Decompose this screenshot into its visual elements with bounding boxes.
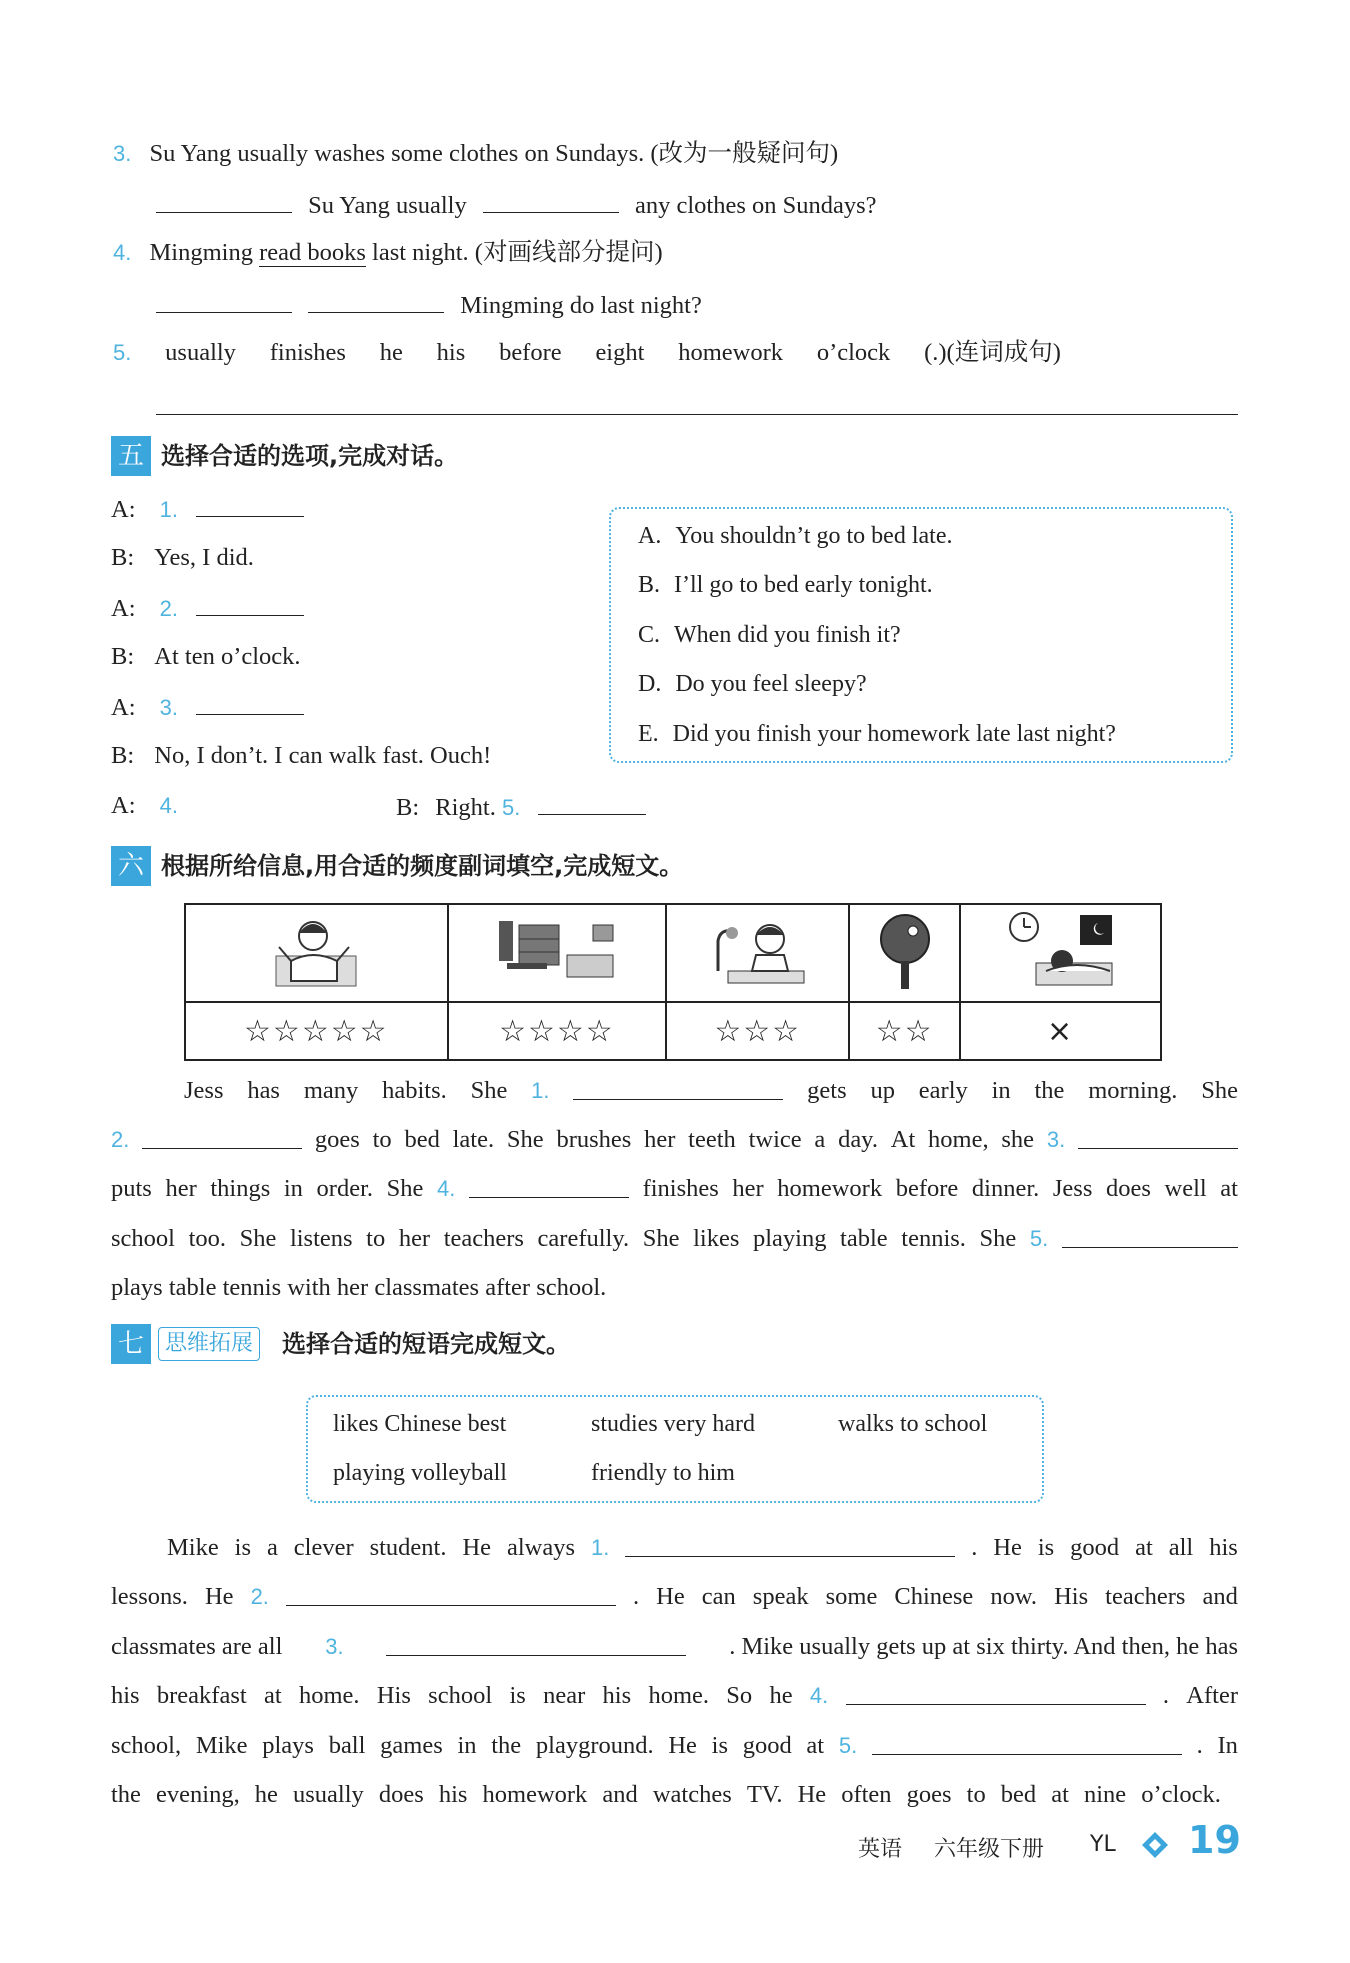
answer-text: any clothes on Sundays? xyxy=(634,192,877,219)
passage-word: He xyxy=(797,1781,827,1808)
answer-text: Mingming do last night? xyxy=(460,292,702,319)
passage-word: games xyxy=(380,1732,443,1759)
passage-word: Mike xyxy=(195,1732,248,1759)
habits-table xyxy=(184,903,1162,1061)
passage-word: bed xyxy=(1000,1781,1037,1808)
passage-word: listens xyxy=(289,1225,353,1252)
passage-word: classmates are all xyxy=(111,1633,283,1660)
passage-word: goes xyxy=(906,1781,952,1808)
passage-word: now. xyxy=(990,1583,1038,1610)
passage-word: is xyxy=(711,1732,728,1759)
phrase-item: playing volleyball xyxy=(333,1460,507,1486)
passage-word: plays table tennis with her classmates after school. xyxy=(111,1274,607,1301)
passage-word: the xyxy=(491,1732,522,1759)
answer-blank[interactable] xyxy=(538,790,646,815)
passage-word: Jess xyxy=(1052,1175,1093,1202)
passage-line xyxy=(111,1124,1238,1156)
passage-word: the xyxy=(1034,1077,1065,1104)
footer-grade: 六年级下册 xyxy=(934,1837,1045,1862)
passage-word: her xyxy=(732,1175,764,1202)
speaker: B: xyxy=(111,544,135,571)
passage-word: in xyxy=(283,1175,303,1202)
dialog-line xyxy=(111,790,178,822)
passage-word: Jess xyxy=(184,1077,224,1104)
diamond-icon xyxy=(1140,1830,1170,1864)
question-number: 1. xyxy=(531,1078,550,1103)
passage-line xyxy=(111,1631,1238,1663)
option-item xyxy=(638,569,933,601)
passage-word: has xyxy=(247,1077,280,1104)
passage-word: in xyxy=(991,1077,1011,1104)
passage-word: her xyxy=(165,1175,197,1202)
passage-line xyxy=(111,1272,606,1304)
passage-word: speak xyxy=(752,1583,809,1610)
option-letter: D. xyxy=(638,671,662,697)
speaker: A: xyxy=(111,694,136,721)
passage-word: . xyxy=(1196,1732,1203,1759)
question-number: 4. xyxy=(159,793,178,818)
scrambled-word: eight xyxy=(595,339,645,366)
passage-word: to xyxy=(372,1126,392,1153)
dialog-line xyxy=(396,790,646,824)
speaker: B: xyxy=(111,643,135,670)
passage-word: to xyxy=(366,1225,386,1252)
passage-word: at xyxy=(806,1732,825,1759)
speaker: A: xyxy=(111,595,136,622)
speaker: A: xyxy=(111,496,136,523)
option-letter: A. xyxy=(638,523,662,549)
passage-line xyxy=(111,1223,1238,1255)
passage-word: finishes xyxy=(642,1175,719,1202)
passage-word: day. xyxy=(838,1126,878,1153)
passage-word: many xyxy=(303,1077,359,1104)
passage-word: late. xyxy=(452,1126,495,1153)
passage-word: early xyxy=(918,1077,968,1104)
passage-word: twice xyxy=(748,1126,802,1153)
passage-word: is xyxy=(509,1682,526,1709)
rating-cell: × xyxy=(960,1002,1161,1060)
answer-blank[interactable] xyxy=(1062,1223,1238,1248)
passage-word: at xyxy=(1220,1175,1238,1202)
passage-word: bed xyxy=(404,1126,440,1153)
passage-word: She xyxy=(239,1225,277,1252)
phrase-item: studies very hard xyxy=(591,1411,755,1437)
option-item xyxy=(638,718,1116,750)
dialog-line xyxy=(111,542,254,574)
scrambled-word: his xyxy=(436,339,466,366)
passage-word: his xyxy=(438,1781,468,1808)
answer-line[interactable] xyxy=(156,414,1238,415)
scrambled-word: finishes xyxy=(269,339,346,366)
passage-word: nine xyxy=(1084,1781,1127,1808)
passage-word: at xyxy=(1135,1534,1153,1561)
passage-word: playground. xyxy=(535,1732,654,1759)
passage-word: is xyxy=(1037,1534,1055,1561)
picture-cell xyxy=(448,904,667,1002)
passage-word: clever xyxy=(293,1534,354,1561)
question-number: 2. xyxy=(250,1584,269,1609)
question-text: Su Yang usually washes some clothes on Sundays. xyxy=(149,140,645,167)
passage-word: home. xyxy=(298,1682,360,1709)
tidy-room-icon xyxy=(497,911,617,991)
passage-word: breakfast xyxy=(156,1682,247,1709)
question-number: 1. xyxy=(590,1535,610,1560)
passage-word: is xyxy=(234,1534,252,1561)
passage-word: Mike xyxy=(167,1534,219,1561)
question-number: 2. xyxy=(159,596,178,621)
option-text: You shouldn’t go to bed late. xyxy=(675,523,953,549)
passage-word: puts xyxy=(111,1175,152,1202)
passage-word: to xyxy=(966,1781,986,1808)
question-number: 2. xyxy=(111,1127,130,1152)
passage-word: the xyxy=(111,1781,141,1808)
passage-word: he xyxy=(254,1781,278,1808)
passage-word: home, xyxy=(928,1126,989,1153)
option-text: When did you finish it? xyxy=(674,622,901,648)
passage-word: he xyxy=(769,1682,793,1709)
question-number: 5. xyxy=(838,1733,858,1758)
girl-getting-up-icon xyxy=(271,911,361,991)
option-text: Did you finish your homework late last night? xyxy=(672,721,1116,747)
passage-word: evening, xyxy=(156,1781,240,1808)
answer-blank[interactable] xyxy=(196,492,304,517)
passage-word: order. xyxy=(316,1175,374,1202)
passage-word: school xyxy=(428,1682,493,1709)
passage-word: homework xyxy=(777,1175,883,1202)
scrambled-word: usually xyxy=(165,339,236,366)
question-number: 3. xyxy=(159,695,178,720)
answer-blank[interactable] xyxy=(286,1581,616,1606)
section-badge: 五 xyxy=(111,436,151,476)
question-4 xyxy=(113,237,663,269)
passage-word: habits. xyxy=(382,1077,447,1104)
phrase-item: walks to school xyxy=(838,1411,988,1437)
passage-word: ball xyxy=(328,1732,366,1759)
section-title: 根据所给信息,用合适的频度副词填空,完成短文。 xyxy=(161,852,684,880)
passage-word: She xyxy=(642,1225,680,1252)
passage-word: too. xyxy=(188,1225,226,1252)
passage-word: does xyxy=(1105,1175,1151,1202)
scrambled-word: before xyxy=(499,339,562,366)
section-badge: 六 xyxy=(111,846,151,886)
passage-word: at xyxy=(263,1682,282,1709)
passage-word: So xyxy=(726,1682,753,1709)
passage-word: . xyxy=(971,1534,978,1561)
passage-word: His xyxy=(376,1682,411,1709)
question-5 xyxy=(113,337,1063,369)
passage-word: a xyxy=(814,1126,826,1153)
phrase-item: friendly to him xyxy=(591,1460,735,1486)
section-tag: 思维拓展 xyxy=(158,1327,260,1361)
passage-word: his xyxy=(111,1682,140,1709)
passage-word: She xyxy=(1201,1077,1238,1104)
option-item xyxy=(638,668,867,700)
answer-blank[interactable] xyxy=(156,188,292,213)
passage-word: goes xyxy=(314,1126,360,1153)
answer-blank[interactable] xyxy=(573,1075,783,1100)
option-letter: C. xyxy=(638,622,661,648)
passage-word: all xyxy=(1168,1534,1194,1561)
passage-word: school, xyxy=(111,1732,182,1759)
sleeping-at-night-icon xyxy=(1006,909,1116,993)
scrambled-word: homework xyxy=(678,339,784,366)
option-item xyxy=(638,619,901,651)
section-title: 选择合适的短语完成短文。 xyxy=(282,1330,570,1358)
passage-word: home. xyxy=(648,1682,709,1709)
option-text: I’ll go to bed early tonight. xyxy=(674,572,933,598)
passage-word: a xyxy=(266,1534,278,1561)
question-4-answer xyxy=(156,288,702,322)
passage-word: carefully. xyxy=(537,1225,630,1252)
passage-word: before xyxy=(895,1175,959,1202)
passage-word: and xyxy=(1202,1583,1238,1610)
footer-subject: 英语 xyxy=(858,1837,903,1862)
answer-blank[interactable] xyxy=(142,1124,302,1149)
passage-word: He xyxy=(668,1732,697,1759)
passage-word: his xyxy=(1209,1534,1238,1561)
question-number: 1. xyxy=(159,497,178,522)
passage-line xyxy=(167,1532,1238,1564)
answer-blank[interactable] xyxy=(625,1532,955,1557)
option-text: Do you feel sleepy? xyxy=(675,671,867,697)
rating-cell: ☆☆☆ xyxy=(666,1002,849,1060)
answer-blank[interactable] xyxy=(872,1730,1182,1755)
passage-word: . Mike usually gets up at six thirty. And then, he has xyxy=(729,1633,1238,1660)
passage-word: His xyxy=(1054,1583,1089,1610)
passage-word: plays xyxy=(262,1732,314,1759)
option-letter: B. xyxy=(638,572,661,598)
passage-word: She xyxy=(506,1126,544,1153)
passage-word: He xyxy=(462,1534,492,1561)
underlined-phrase: read books xyxy=(259,239,366,266)
answer-blank[interactable] xyxy=(846,1680,1146,1705)
option-letter: E. xyxy=(638,721,659,747)
passage-line xyxy=(111,1680,1238,1712)
passage-word: often xyxy=(841,1781,892,1808)
answer-blank[interactable] xyxy=(483,188,619,213)
speaker: A: xyxy=(111,792,136,819)
question-number: 4. xyxy=(113,240,132,265)
table-tennis-paddle-icon xyxy=(875,909,935,993)
passage-word: teachers xyxy=(1105,1583,1186,1610)
passage-word: lessons. xyxy=(111,1583,188,1610)
passage-word: up xyxy=(870,1077,895,1104)
passage-word: teachers xyxy=(443,1225,524,1252)
phrase-item: likes Chinese best xyxy=(333,1411,507,1437)
rating-cell: ☆☆☆☆ xyxy=(448,1002,667,1060)
passage-word: homework xyxy=(482,1781,588,1808)
passage-word: morning. xyxy=(1088,1077,1178,1104)
picture-cell xyxy=(960,904,1161,1002)
passage-word: At xyxy=(890,1126,916,1153)
answer-blank[interactable] xyxy=(386,1631,686,1656)
answer-blank[interactable] xyxy=(469,1173,629,1198)
question-3-answer xyxy=(156,188,877,222)
passage-word: well xyxy=(1164,1175,1207,1202)
dialog-text: At ten o’clock. xyxy=(154,643,301,670)
passage-word: school xyxy=(111,1225,175,1252)
passage-word: and xyxy=(602,1781,638,1808)
dialog-line xyxy=(111,690,304,724)
scrambled-word: o’clock xyxy=(816,339,891,366)
passage-word: . xyxy=(632,1583,640,1610)
girl-doing-homework-icon xyxy=(708,911,808,991)
question-text: last night. xyxy=(365,239,469,266)
dialog-line xyxy=(111,492,304,526)
passage-word: her xyxy=(398,1225,431,1252)
passage-word: student. xyxy=(369,1534,447,1561)
passage-word: She xyxy=(386,1175,424,1202)
passage-line xyxy=(111,1779,1221,1811)
answer-blank[interactable] xyxy=(156,288,292,313)
page-number: 19 xyxy=(1188,1818,1241,1862)
passage-word: TV. xyxy=(746,1781,783,1808)
passage-word: some xyxy=(825,1583,878,1610)
dialog-line xyxy=(111,591,304,625)
dialog-line xyxy=(111,740,491,772)
passage-word: brushes xyxy=(556,1126,632,1153)
picture-cell xyxy=(849,904,960,1002)
passage-word: playing xyxy=(752,1225,827,1252)
passage-word: table xyxy=(840,1225,888,1252)
passage-word: can xyxy=(701,1583,736,1610)
passage-word: near xyxy=(543,1682,586,1709)
passage-word: in xyxy=(457,1732,477,1759)
picture-cell xyxy=(185,904,448,1002)
dialog-text: Yes, I did. xyxy=(154,544,254,571)
scrambled-word: he xyxy=(379,339,403,366)
passage-word: tennis. xyxy=(901,1225,966,1252)
passage-word: his xyxy=(602,1682,632,1709)
passage-word: things xyxy=(210,1175,271,1202)
passage-word: She xyxy=(470,1077,508,1104)
passage-word: gets xyxy=(807,1077,847,1104)
answer-blank[interactable] xyxy=(308,288,444,313)
footer-edition: YL xyxy=(1090,1832,1116,1857)
rating-cell: ☆☆ xyxy=(849,1002,960,1060)
question-number: 3. xyxy=(113,141,132,166)
dialog-text: No, I don’t. I can walk fast. Ouch! xyxy=(154,742,492,769)
passage-word: her xyxy=(644,1126,676,1153)
passage-word: she xyxy=(1001,1126,1035,1153)
answer-blank[interactable] xyxy=(196,591,304,616)
option-item xyxy=(638,520,952,552)
speaker: B: xyxy=(111,742,135,769)
passage-line xyxy=(111,1173,1238,1205)
speaker: B: xyxy=(396,794,420,821)
passage-word: good xyxy=(1070,1534,1120,1561)
question-number: 4. xyxy=(809,1683,829,1708)
question-number: 5. xyxy=(1029,1226,1049,1251)
passage-line xyxy=(111,1581,1238,1613)
passage-word: She xyxy=(979,1225,1017,1252)
question-instruction: (对画线部分提问) xyxy=(474,239,663,266)
passage-word: He xyxy=(204,1583,234,1610)
passage-word: After xyxy=(1186,1682,1238,1709)
answer-blank[interactable] xyxy=(1078,1124,1238,1149)
passage-word: He xyxy=(993,1534,1022,1561)
question-3 xyxy=(113,138,838,170)
passage-word: usually xyxy=(292,1781,364,1808)
rating-cell: ☆☆☆☆☆ xyxy=(185,1002,448,1060)
passage-word: does xyxy=(378,1781,424,1808)
passage-word: dinner. xyxy=(971,1175,1040,1202)
passage-word: In xyxy=(1217,1732,1238,1759)
passage-word: watches xyxy=(652,1781,732,1808)
passage-word: . xyxy=(1162,1682,1169,1709)
passage-word: at xyxy=(1051,1781,1069,1808)
scrambled-word: (.) xyxy=(924,339,947,366)
passage-word: likes xyxy=(693,1225,740,1252)
question-number: 4. xyxy=(436,1176,456,1201)
passage-word: o’clock. xyxy=(1141,1781,1221,1808)
passage-line xyxy=(184,1075,1238,1107)
answer-text: Su Yang usually xyxy=(308,192,467,219)
dialog-line xyxy=(111,641,301,673)
question-number: 5. xyxy=(502,795,521,820)
question-text: Mingming xyxy=(149,239,260,266)
passage-word: good xyxy=(742,1732,792,1759)
passage-line xyxy=(111,1730,1238,1762)
question-instruction: (连词成句) xyxy=(946,339,1061,366)
question-number: 5. xyxy=(113,340,132,365)
passage-word: Chinese xyxy=(894,1583,974,1610)
section-badge: 七 xyxy=(111,1324,151,1364)
question-number: 3. xyxy=(325,1634,344,1659)
question-instruction: (改为一般疑问句) xyxy=(650,140,839,167)
section-title: 选择合适的选项,完成对话。 xyxy=(161,442,459,470)
picture-cell xyxy=(666,904,849,1002)
dialog-text: Right. xyxy=(435,794,496,821)
question-number: 3. xyxy=(1046,1127,1066,1152)
passage-word: He xyxy=(656,1583,685,1610)
answer-blank[interactable] xyxy=(196,690,304,715)
passage-word: teeth xyxy=(688,1126,736,1153)
passage-word: always xyxy=(506,1534,576,1561)
